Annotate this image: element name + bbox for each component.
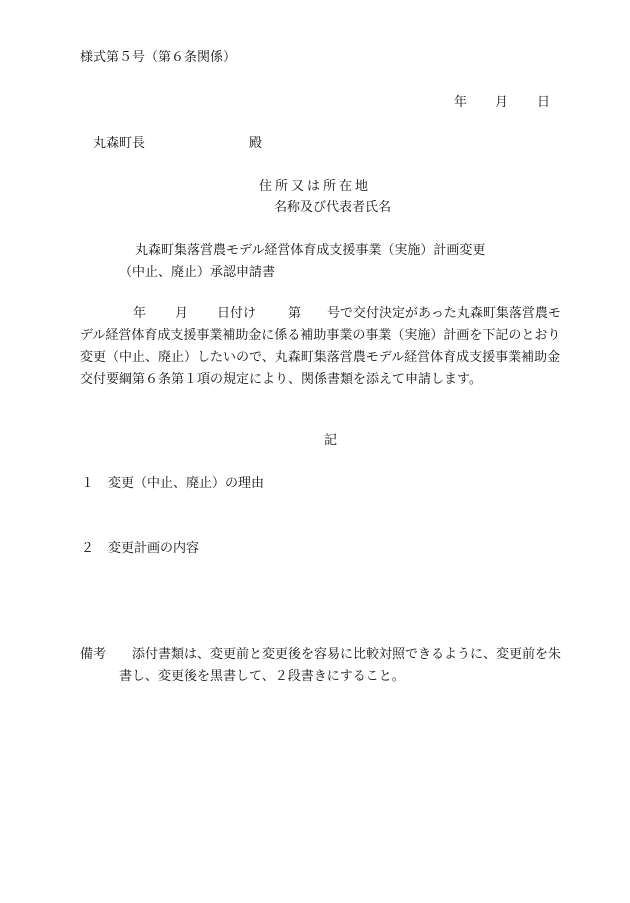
- form-number: 様式第５号（第６条関係）: [80, 50, 237, 65]
- applicant-address-label: 住所又は所在地: [259, 179, 372, 194]
- body-line-2: デル経営体育成支援事業補助金に係る補助事業の事業（実施）計画を下記のとおり: [80, 328, 561, 343]
- remarks-line-1: 添付書類は、変更前と変更後を容易に比較対照できるように、変更前を朱: [132, 647, 562, 662]
- item-1-number: １: [81, 476, 95, 491]
- body-number-label: 第: [288, 306, 302, 321]
- title-line-1: 丸森町集落営農モデル経営体育成支援事業（実施）計画変更: [135, 243, 486, 258]
- applicant-name-label: 名称及び代表者氏名: [274, 200, 392, 215]
- date-month-label: 月: [495, 95, 509, 110]
- item-2-label: 変更計画の内容: [108, 541, 200, 556]
- title-line-2: （中止、廃止）承認申請書: [119, 265, 276, 280]
- date-year-label: 年: [454, 95, 468, 110]
- item-1-label: 変更（中止、廃止）の理由: [108, 476, 265, 491]
- body-line-1-text: 号で交付決定があった丸森町集落営農モ: [327, 306, 561, 321]
- item-2-number: ２: [81, 541, 95, 556]
- body-year-label: 年: [133, 306, 147, 321]
- body-dated-label: 日付け: [217, 306, 257, 321]
- remarks-label: 備考: [80, 647, 107, 662]
- remarks-line-2: 書し、変更後を黒書して、２段書きにすること。: [119, 669, 405, 684]
- addressee-honorific: 殿: [249, 136, 263, 151]
- addressee-name: 丸森町長: [93, 136, 146, 151]
- body-month-label: 月: [175, 306, 189, 321]
- date-day-label: 日: [537, 95, 551, 110]
- record-heading: 記: [324, 433, 338, 448]
- body-line-4: 交付要綱第６条第１項の規定により、関係書類を添えて申請します。: [80, 372, 482, 387]
- body-line-3: 変更（中止、廃止）したいので、丸森町集落営農モデル経営体育成支援事業補助金: [80, 350, 561, 365]
